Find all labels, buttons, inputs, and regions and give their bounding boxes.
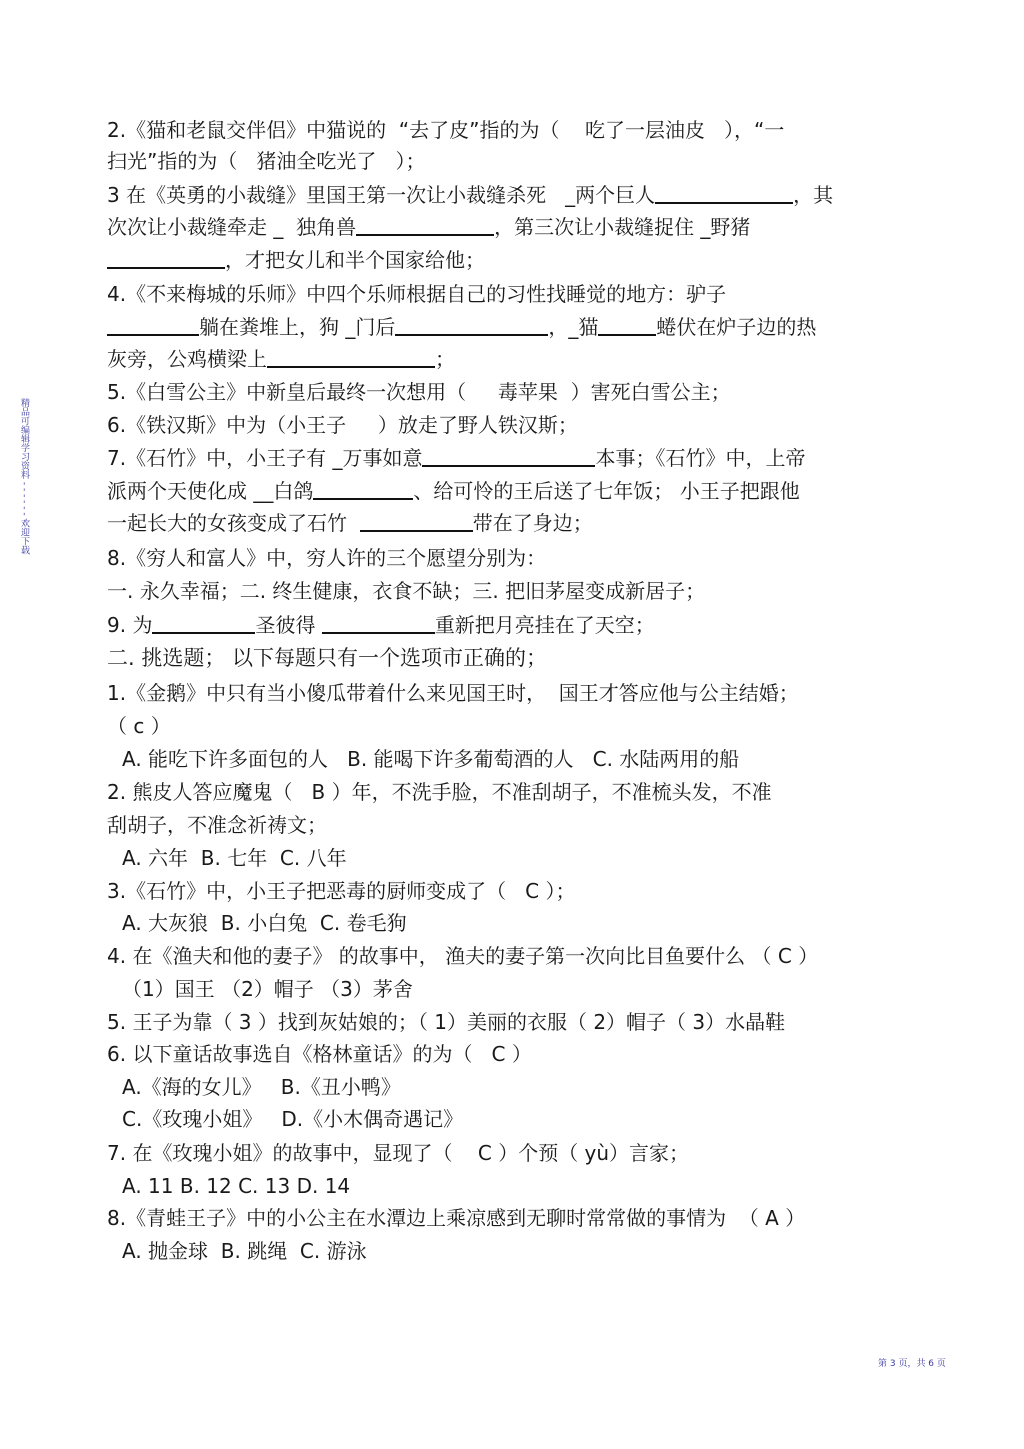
choice-4-options: （1）国王 （2）帽子 （3）茅舍	[122, 977, 413, 1001]
answer-blank	[107, 247, 225, 269]
answer-blank	[395, 314, 548, 336]
choice-1-answer: （ c ）	[107, 714, 171, 738]
question-5: 5.《白雪公主》中新皇后最终一次想用（ 毒苹果 ）害死白雪公主；	[107, 380, 731, 404]
choice-6-options-2: C.《玫瑰小姐》 D.《小木偶奇遇记》	[122, 1107, 464, 1131]
answer-blank	[107, 314, 199, 336]
choice-2-options: A. 六年 B. 七年 C. 八年	[122, 846, 347, 870]
answer-blank	[360, 510, 473, 532]
question-2-line-1: 2.《猫和老鼠交伴侣》中猫说的 “去了皮”指的为（ 吃了一层油皮 ），“一	[107, 118, 785, 142]
answer-blank	[267, 346, 435, 368]
choice-7-options: A. 11 B. 12 C. 13 D. 14	[122, 1174, 351, 1198]
question-8-line-2: 一. 永久幸福；二. 终生健康，衣食不缺；三. 把旧茅屋变成新居子；	[107, 579, 706, 603]
question-4-line-2: 躺在粪堆上，狗 _门后 ，_猫 蜷伏在炉子边的热	[107, 314, 816, 340]
answer-blank	[322, 612, 435, 634]
answer-blank	[152, 612, 255, 634]
answer-blank	[313, 478, 413, 500]
choice-2-line-1: 2. 熊皮人答应魔鬼（ B ）年，不洗手脸，不准刮胡子，不准梳头发，不准	[107, 780, 772, 804]
choice-6-line-1: 6. 以下童话故事选自《格林童话》的为（ C ）	[107, 1042, 532, 1066]
question-6: 6.《铁汉斯》中为（小王子 ）放走了野人铁汉斯；	[107, 413, 578, 437]
question-4-line-1: 4.《不来梅城的乐师》中四个乐师根据自己的习性找睡觉的地方：驴子	[107, 282, 727, 306]
question-4-line-3: 灰旁，公鸡横梁上 ；	[107, 347, 455, 371]
answer-blank	[655, 182, 793, 204]
choice-7-line-1: 7. 在《玫瑰小姐》的故事中，显现了（ C ）个预（ yù）言家；	[107, 1141, 690, 1165]
section-2-heading: 二. 挑选题； 以下每题只有一个选项市正确的；	[107, 646, 548, 670]
choice-3-line-1: 3.《石竹》中，小王子把恶毒的厨师变成了（ C ）；	[107, 879, 576, 903]
choice-1-options: A. 能吃下许多面包的人 B. 能喝下许多葡萄酒的人 C. 水陆两用的船	[122, 747, 740, 771]
choice-8-options: A. 抛金球 B. 跳绳 C. 游泳	[122, 1239, 367, 1263]
answer-blank	[422, 445, 595, 467]
question-8-line-1: 8.《穷人和富人》中，穷人许的三个愿望分别为：	[107, 546, 547, 570]
question-9: 9. 为 圣彼得 重新把月亮挂在了天空；	[107, 613, 655, 637]
choice-3-options: A. 大灰狼 B. 小白兔 C. 卷毛狗	[122, 911, 407, 935]
choice-5: 5. 王子为靠（ 3 ）找到灰姑娘的；（ 1）美丽的衣服（ 2）帽子（ 3）水晶鞋	[107, 1010, 786, 1034]
answer-blank	[356, 214, 494, 236]
question-7-line-3: 一起长大的女孩变成了石竹 带在了身边；	[107, 511, 593, 535]
question-7-line-2: 派两个天使化成 __白鸽 、给可怜的王后送了七年饭； 小王子把跟他	[107, 479, 800, 503]
question-7-line-1: 7.《石竹》中，小王子有 _万事如意 本事；《石竹》中，上帝	[107, 446, 806, 470]
side-watermark: 精品可编辑学习资料 - - - - - - 欢迎下载	[19, 398, 29, 555]
question-3-line-2: 次次让小裁缝牵走 _ 独角兽 ，第三次让小裁缝捉住 _野猪	[107, 215, 751, 239]
page-number: 第 3 页，共 6 页	[878, 1359, 946, 1369]
choice-1-line-1: 1.《金鹅》中只有当小傻瓜带着什么来见国王时， 国王才答应他与公主结婚；	[107, 681, 799, 705]
choice-4-line-1: 4. 在《渔夫和他的妻子》 的故事中， 渔夫的妻子第一次向比目鱼要什么 （ C ）	[107, 944, 819, 968]
question-3-line-3: ，才把女儿和半个国家给他；	[107, 247, 485, 273]
answer-blank	[598, 314, 656, 336]
choice-6-options-1: A.《海的女儿》 B.《丑小鸭》	[122, 1075, 401, 1099]
choice-2-line-2: 刮胡子，不准念祈祷文；	[107, 813, 327, 837]
choice-8-line-1: 8.《青蛙王子》中的小公主在水潭边上乘凉感到无聊时常常做的事情为 （ A ）	[107, 1206, 806, 1230]
question-2-line-2: 扫光”指的为（ 猪油全吃光了 ）；	[107, 149, 426, 173]
question-3-line-1: 3 在《英勇的小裁缝》里国王第一次让小裁缝杀死 _两个巨人 ，其	[107, 183, 834, 207]
